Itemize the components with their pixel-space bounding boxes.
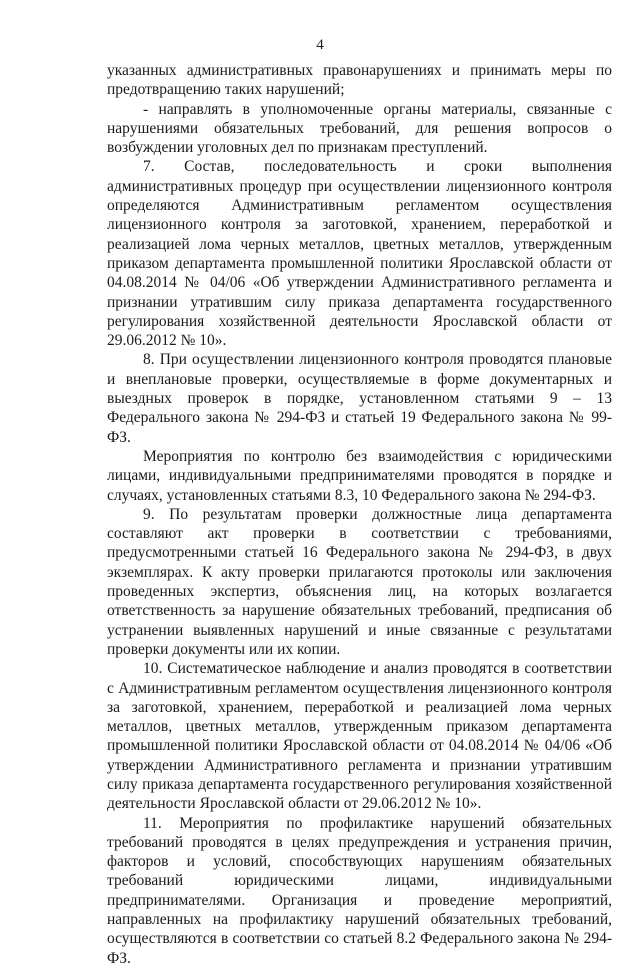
paragraph-8-control-measures: Мероприятия по контролю без взаимодействия с юридическими лицами, индивидуальными предпринимателями проводятся в порядке и случаях, установленных статьями 8.3, 10 Федерального закона № 294-ФЗ. bbox=[107, 447, 612, 504]
paragraph-10: 10. Систематическое наблюдение и анализ проводятся в соответствии с Административным регламентом осуществления лицензионного контроля за заготовкой, хранением, переработкой и реализацией лома черных металлов, цветных металлов, утвержденным приказом департамента промышленной политики Ярославской области от 04.08.2014 № 04/06 «Об утверждении Административного регламента и признании утратившим силу приказа департамента государственного регулирования хозяйственной деятельности Ярославской области от 29.06.2012 № 10». bbox=[107, 660, 612, 813]
paragraph-8: 8. При осуществлении лицензионного контроля проводятся плановые и внеплановые проверки, осуществляемые в форме документарных и выездных проверок в порядке, установленном статьями 9 – 13 Федерального закона № 294-ФЗ и статьей 19 Федерального закона № 99-ФЗ. bbox=[107, 351, 612, 446]
paragraph-7: 7. Состав, последовательность и сроки выполнения административных процедур при осуществлении лицензионного контроля определяются Административным регламентом осуществления лицензионного контроля за заготовкой, хранением, переработкой и реализацией лома черных металлов, цветных металлов, утвержденным приказом департамента промышленной политики Ярославской области от 04.08.2014 № 04/06 «Об утверждении Административного регламента и признании утратившим силу приказа департамента государственного регулирования хозяйственной деятельности Ярославской области от 29.06.2012 № 10». bbox=[107, 158, 612, 350]
paragraph-9: 9. По результатам проверки должностные лица департамента составляют акт проверки в соответствии с требованиями, предусмотренными статьей 16 Федерального закона № 294-ФЗ, в двух экземплярах. К акту проверки прилагаются протоколы или заключения проведенных экспертиз, объяснения лиц, на которых возлагается ответственность за нарушение обязательных требований, предписания об устранении выявленных нарушений и иные связанные с результатами проверки документы или их копии. bbox=[107, 505, 612, 658]
paragraph-11: 11. Мероприятия по профилактике нарушений обязательных требований проводятся в целях предупреждения и устранения причин, факторов и условий, способствующих нарушениям обязательных требований юридическими лицами, индивидуальными предпринимателями. Организация и проведение мероприятий, направленных на профилактику нарушений обязательных требований, осуществляются в соответствии со статьей 8.2 Федерального закона № 294-ФЗ. bbox=[107, 814, 612, 967]
paragraph-bullet-materials: - направлять в уполномоченные органы материалы, связанные с нарушениями обязательных требований, для решения вопросов о возбуждении уголовных дел по признакам преступлений. bbox=[107, 100, 612, 157]
paragraph-continuation: указанных административных правонарушениях и принимать меры по предотвращению таких нарушений; bbox=[107, 62, 612, 99]
page-number: 4 bbox=[316, 37, 324, 53]
document-body bbox=[107, 61, 612, 968]
